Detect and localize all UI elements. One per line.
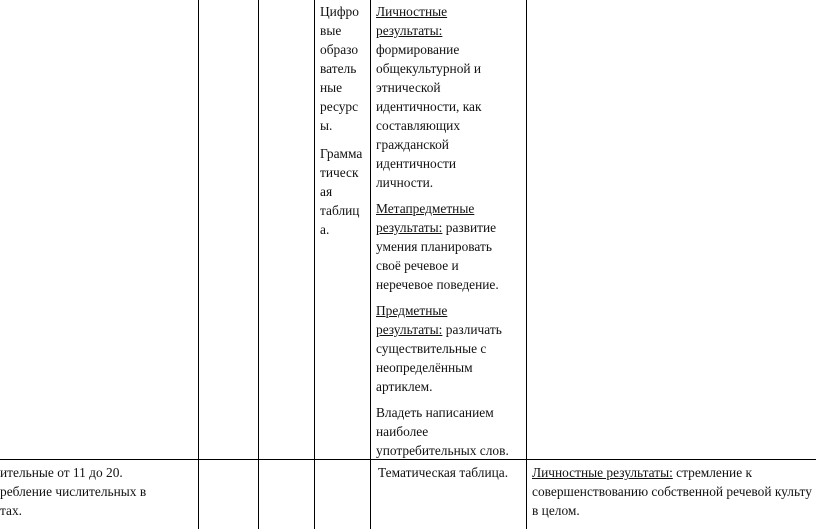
digital-resources-line-4: ватель [320, 61, 357, 76]
meta-results-label: Метапредметные результаты: [376, 201, 475, 235]
row2-personal-text-start: стремление к [672, 465, 752, 480]
subject-results [376, 301, 516, 396]
grammar-table-line-5: а. [320, 222, 330, 237]
digital-resources-line-5: ные [320, 80, 343, 95]
row2-personal-results [532, 463, 816, 501]
table-border-col-4 [370, 0, 371, 529]
subject-results-label: Предметные результаты: [376, 303, 448, 337]
table-border-col-3 [314, 0, 315, 529]
thematic-table-text: Тематическая таблица. [378, 465, 509, 480]
writing-skill-text: Владеть написанием наиболее употребительных слов. [376, 405, 509, 458]
digital-resources-line-7: ы. [320, 118, 333, 133]
grammar-table-line-1: Грамма [320, 146, 363, 161]
digital-resources-line-6: ресурс [320, 99, 359, 114]
digital-resources-line-1: Цифро [320, 4, 359, 19]
grammar-table-line-4: таблиц [320, 203, 360, 218]
resources-cell [320, 2, 368, 239]
table-border-col-2 [258, 0, 259, 529]
digital-resources-line-3: образо [320, 42, 359, 57]
topic-line-2: ребление числительных в [0, 484, 147, 499]
table-border-col-5 [526, 0, 527, 529]
personal-results [376, 2, 516, 192]
row2-results-cell [532, 463, 816, 520]
personal-results-label: Личностные результаты: [376, 4, 448, 38]
topic-line-1: ительные от 11 до 20. [0, 465, 123, 480]
meta-results [376, 199, 516, 294]
meta-results-text: развитие умения планировать своё речевое и неречевое поведение. [376, 220, 499, 292]
thematic-table-cell [378, 463, 524, 482]
subject-results-text: различать существительные с неопределённым артиклем. [376, 322, 502, 394]
results-cell [376, 2, 516, 467]
row2-personal-label: Личностные результаты: [532, 465, 673, 480]
personal-results-text: формирование общекультурной и этнической идентичности, как составляющих гражданской идентичности личности. [376, 42, 482, 190]
grammar-table-line-2: тическ [320, 165, 359, 180]
row2-personal-text-1: совершенствованию собственной речевой культу [532, 484, 812, 499]
digital-resources-line-2: вые [320, 23, 342, 38]
row2-personal-text-2: в целом. [532, 503, 580, 518]
topic-cell [0, 463, 196, 520]
topic-line-3: тах. [0, 503, 23, 518]
table-border-col-1 [198, 0, 199, 529]
grammar-table-line-3: ая [320, 184, 333, 199]
